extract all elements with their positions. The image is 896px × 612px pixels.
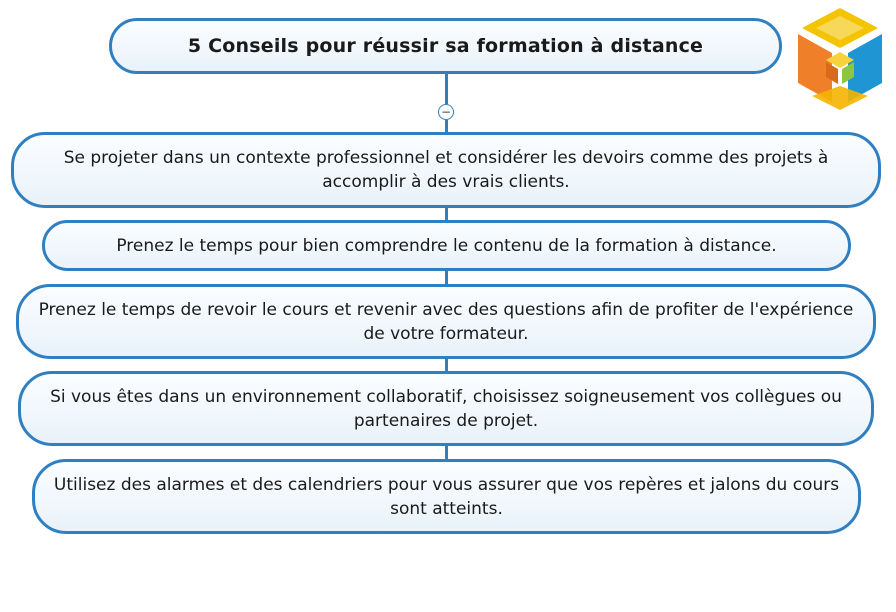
mindview-logo-icon <box>792 6 888 118</box>
tip-text: Si vous êtes dans un environnement collaboratif, choisissez soigneusement vos collègues ou partenaires de projet. <box>50 386 842 431</box>
connector-line <box>445 359 448 371</box>
connector-line <box>445 208 448 220</box>
tip-node-2[interactable] <box>42 220 851 271</box>
connector-line <box>445 74 448 104</box>
connector-line <box>445 120 448 132</box>
connector-line <box>445 446 448 459</box>
tip-node-1[interactable] <box>11 132 881 208</box>
tip-node-5[interactable] <box>32 459 861 534</box>
connector-line <box>445 271 448 284</box>
tip-node-4[interactable] <box>18 371 874 446</box>
tip-text: Prenez le temps pour bien comprendre le contenu de la formation à distance. <box>116 235 777 256</box>
tip-text: Prenez le temps de revoir le cours et revenir avec des questions afin de profiter de l'expérience de votre formateur. <box>38 299 854 344</box>
root-node-title[interactable]: 5 Conseils pour réussir sa formation à distance <box>109 18 782 74</box>
tip-text: Utilisez des alarmes et des calendriers pour vous assurer que vos repères et jalons du cours sont atteints. <box>53 474 840 519</box>
tip-node-3[interactable] <box>16 284 876 359</box>
collapse-toggle-icon[interactable]: − <box>438 104 454 120</box>
tip-text: Se projeter dans un contexte professionnel et considérer les devoirs comme des projets à accomplir à des vrais clients. <box>63 148 829 192</box>
